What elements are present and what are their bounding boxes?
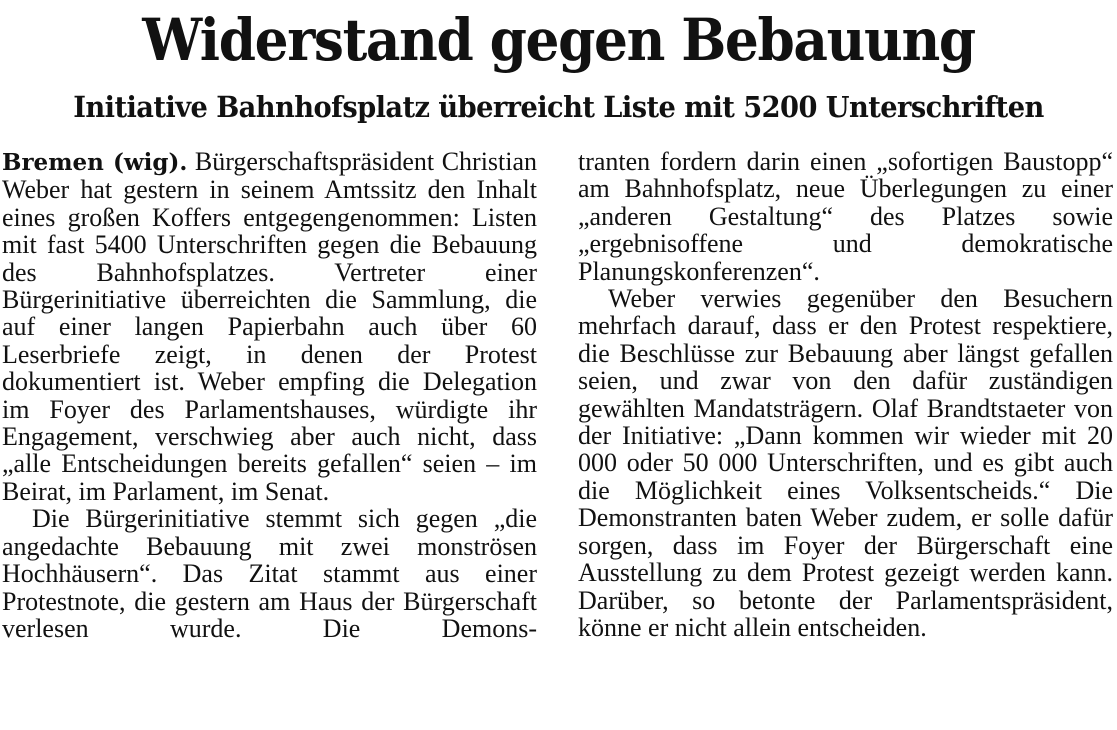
- article-headline: Widerstand gegen Bebauung: [142, 6, 975, 74]
- paragraph-3: Weber verwies gegenüber den Besuchern mehrfach darauf, dass er den Protest respektiere, die Beschlüsse zur Bebauung aber längst gefallen seien, und zwar von den dafür zuständigen gewählten Mandatsträgern. Olaf Brandtstaeter von der Initiative: „Dann kommen wir wieder mit 20 000 oder 50 000 Unterschriften, und es gibt auch die Möglichkeit eines Volksentscheids.“ Die Demonstranten baten Weber zudem, er solle dafür sorgen, dass im Foyer der Bürgerschaft eine Ausstellung zu dem Protest gezeigt werden kann. Darüber, so betonte der Parlamentspräsident, könne er nicht allein entscheiden.: [578, 284, 1113, 642]
- paragraph-2-continued: tranten fordern darin einen „sofortigen Baustopp“ am Bahnhofsplatz, neue Überlegungen zu einer „anderen Gestaltung“ des Platzes sowie „ergebnisoffene und demokratische Planungskonferenzen“.: [578, 147, 1113, 286]
- paragraph-1-text: Bürgerschaftspräsident Christian Weber hat gestern in seinem Amtssitz den Inhalt eines großen Koffers entgegengenommen: Listen mit fast 5400 Unterschriften gegen die Bebauung des Bahnhofsplatzes. Vertreter einer Bürgerinitiative überreichten die Sammlung, die auf einer langen Papierbahn auch über 60 Leserbriefe zeigt, in denen der Protest dokumentiert ist. Weber empfing die Delegation im Foyer des Parlamentshauses, würdigte ihr Engagement, verschwieg aber auch nicht, dass „alle Entscheidungen bereits gefallen“ seien – im Beirat, im Parlament, im Senat.: [2, 147, 538, 506]
- article-subheadline: Initiative Bahnhofsplatz überreicht Liste mit 5200 Unterschriften: [73, 90, 1044, 124]
- paragraph-2: Die Bürgerinitiative stemmt sich gegen „die angedachte Bebauung mit zwei monströsen Hochhäusern“. Das Zitat stammt aus einer Protestnote, die gestern am Haus der Bürgerschaft verlesen wurde. Die Demons-: [2, 504, 537, 643]
- article-column-left: [2, 148, 537, 642]
- article-column-right: [578, 148, 1113, 641]
- paragraph-1: [2, 148, 537, 505]
- dateline: Bremen (wig).: [2, 149, 188, 176]
